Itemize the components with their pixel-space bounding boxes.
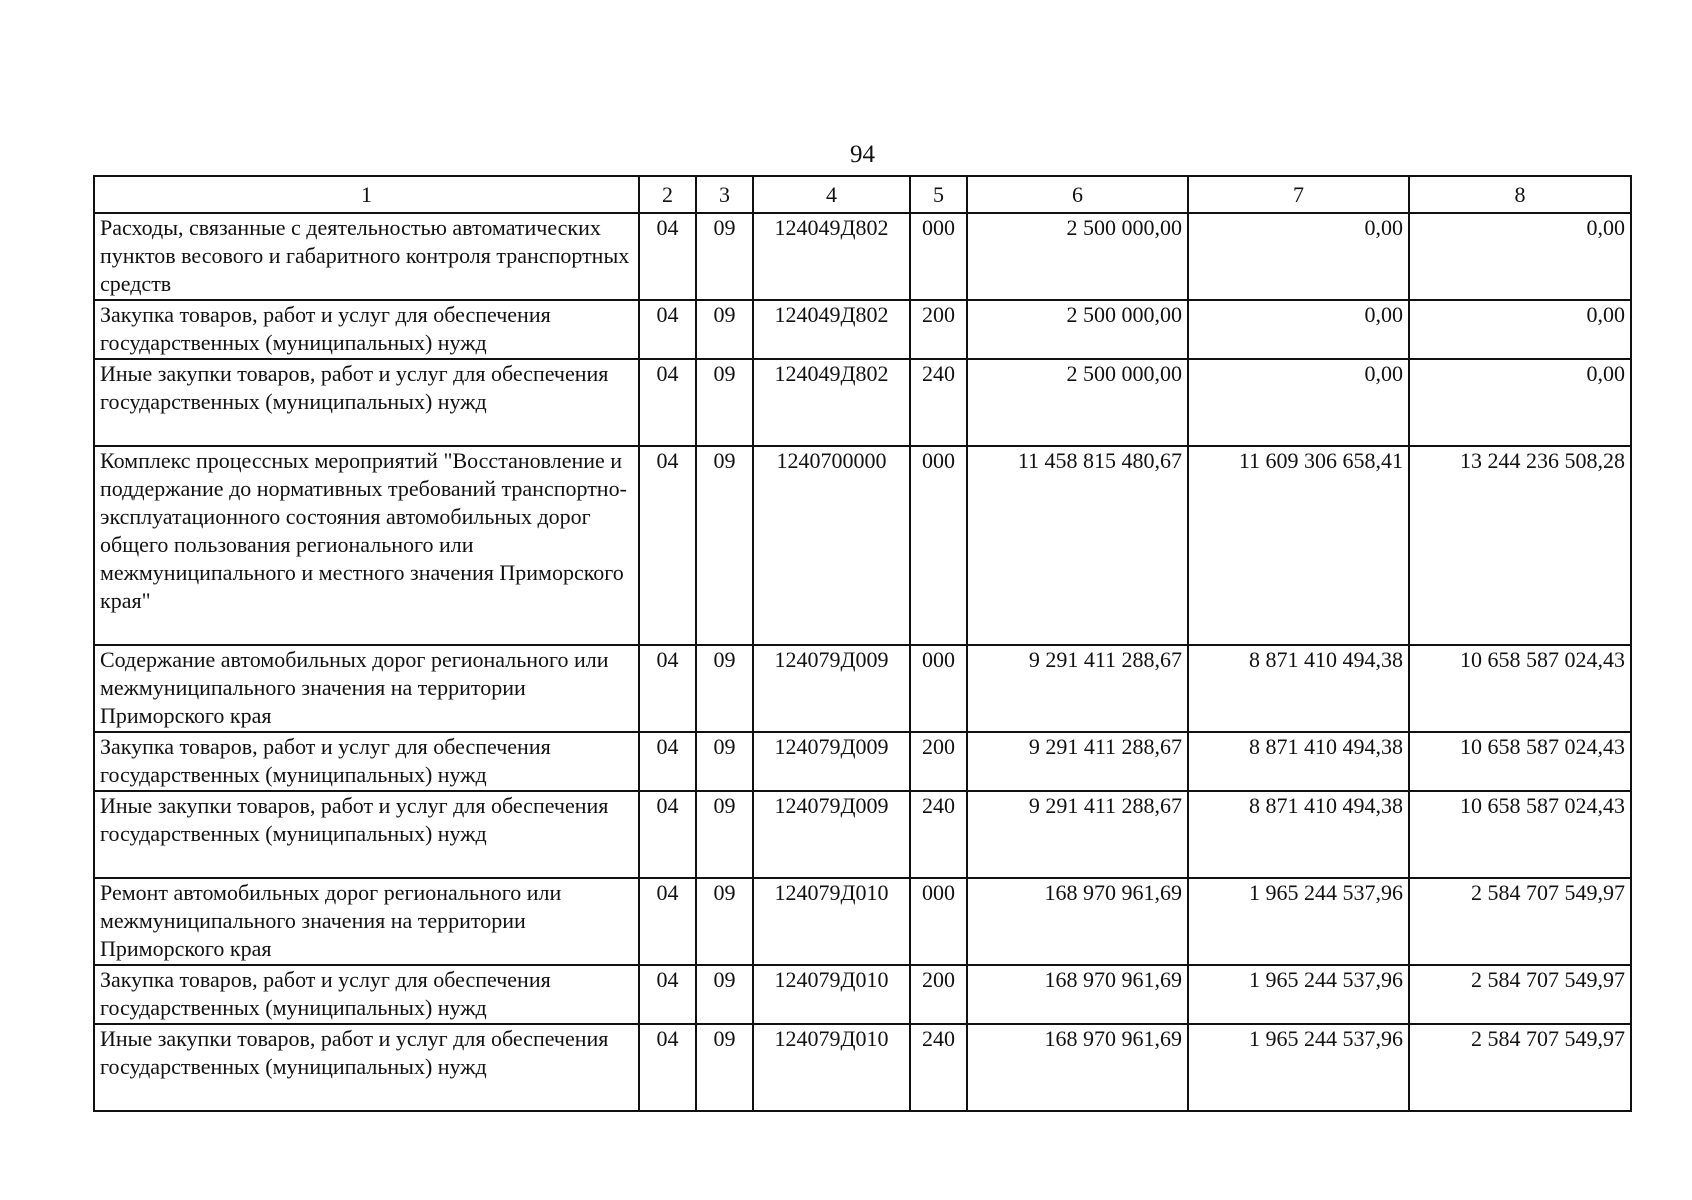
- subsection-code: 09: [696, 446, 753, 645]
- table-row: [94, 645, 1631, 732]
- column-header: 5: [910, 176, 967, 213]
- column-header: 2: [639, 176, 696, 213]
- expense-type-code: 200: [910, 300, 967, 359]
- expense-type-code: 240: [910, 359, 967, 446]
- amount-col7: 8 871 410 494,38: [1188, 791, 1409, 878]
- amount-col7: 0,00: [1188, 213, 1409, 300]
- table-row: [94, 965, 1631, 1024]
- target-article-code: 124049Д802: [753, 213, 910, 300]
- target-article-code: 124079Д010: [753, 1024, 910, 1111]
- expense-type-code: 200: [910, 965, 967, 1024]
- section-code: 04: [639, 359, 696, 446]
- expense-name: Иные закупки товаров, работ и услуг для обеспечения государственных (муниципальных) нужд: [94, 1024, 639, 1111]
- target-article-code: 124079Д009: [753, 732, 910, 791]
- table-row: [94, 300, 1631, 359]
- subsection-code: 09: [696, 878, 753, 965]
- subsection-code: 09: [696, 965, 753, 1024]
- amount-col7: 1 965 244 537,96: [1188, 1024, 1409, 1111]
- column-header: 8: [1409, 176, 1631, 213]
- column-header: 6: [967, 176, 1188, 213]
- expense-name: Закупка товаров, работ и услуг для обеспечения государственных (муниципальных) нужд: [94, 965, 639, 1024]
- amount-col7: 11 609 306 658,41: [1188, 446, 1409, 645]
- amount-col8: 10 658 587 024,43: [1409, 791, 1631, 878]
- amount-col6: 11 458 815 480,67: [967, 446, 1188, 645]
- amount-col7: 8 871 410 494,38: [1188, 645, 1409, 732]
- amount-col6: 2 500 000,00: [967, 359, 1188, 446]
- table-row: [94, 791, 1631, 878]
- amount-col7: 0,00: [1188, 300, 1409, 359]
- amount-col6: 168 970 961,69: [967, 965, 1188, 1024]
- subsection-code: 09: [696, 300, 753, 359]
- amount-col7: 1 965 244 537,96: [1188, 965, 1409, 1024]
- amount-col8: 2 584 707 549,97: [1409, 878, 1631, 965]
- amount-col6: 9 291 411 288,67: [967, 645, 1188, 732]
- amount-col8: 0,00: [1409, 359, 1631, 446]
- table-row: [94, 1024, 1631, 1111]
- subsection-code: 09: [696, 1024, 753, 1111]
- table-row: [94, 878, 1631, 965]
- target-article-code: 124079Д009: [753, 645, 910, 732]
- expense-type-code: 240: [910, 1024, 967, 1111]
- table-header-row: [94, 176, 1631, 213]
- amount-col8: 0,00: [1409, 300, 1631, 359]
- subsection-code: 09: [696, 732, 753, 791]
- expense-type-code: 200: [910, 732, 967, 791]
- expense-name: Ремонт автомобильных дорог регионального или межмуниципального значения на территории Приморского края: [94, 878, 639, 965]
- section-code: 04: [639, 791, 696, 878]
- expense-name: Иные закупки товаров, работ и услуг для обеспечения государственных (муниципальных) нужд: [94, 791, 639, 878]
- section-code: 04: [639, 300, 696, 359]
- column-header: 7: [1188, 176, 1409, 213]
- amount-col8: 10 658 587 024,43: [1409, 645, 1631, 732]
- subsection-code: 09: [696, 645, 753, 732]
- expense-type-code: 000: [910, 645, 967, 732]
- amount-col7: 8 871 410 494,38: [1188, 732, 1409, 791]
- amount-col7: 0,00: [1188, 359, 1409, 446]
- amount-col8: 2 584 707 549,97: [1409, 1024, 1631, 1111]
- expense-type-code: 000: [910, 213, 967, 300]
- amount-col6: 9 291 411 288,67: [967, 732, 1188, 791]
- target-article-code: 124079Д010: [753, 878, 910, 965]
- expense-name: Закупка товаров, работ и услуг для обеспечения государственных (муниципальных) нужд: [94, 732, 639, 791]
- target-article-code: 1240700000: [753, 446, 910, 645]
- target-article-code: 124079Д010: [753, 965, 910, 1024]
- section-code: 04: [639, 878, 696, 965]
- target-article-code: 124049Д802: [753, 359, 910, 446]
- expense-type-code: 000: [910, 446, 967, 645]
- amount-col6: 2 500 000,00: [967, 300, 1188, 359]
- section-code: 04: [639, 732, 696, 791]
- table-row: [94, 359, 1631, 446]
- amount-col6: 168 970 961,69: [967, 878, 1188, 965]
- target-article-code: 124079Д009: [753, 791, 910, 878]
- section-code: 04: [639, 965, 696, 1024]
- subsection-code: 09: [696, 213, 753, 300]
- table-row: [94, 213, 1631, 300]
- section-code: 04: [639, 1024, 696, 1111]
- amount-col8: 0,00: [1409, 213, 1631, 300]
- table-row: [94, 446, 1631, 645]
- expense-name: Иные закупки товаров, работ и услуг для обеспечения государственных (муниципальных) нужд: [94, 359, 639, 446]
- subsection-code: 09: [696, 359, 753, 446]
- amount-col6: 2 500 000,00: [967, 213, 1188, 300]
- page-number: 94: [850, 141, 875, 168]
- expense-type-code: 000: [910, 878, 967, 965]
- amount-col8: 13 244 236 508,28: [1409, 446, 1631, 645]
- amount-col6: 168 970 961,69: [967, 1024, 1188, 1111]
- target-article-code: 124049Д802: [753, 300, 910, 359]
- expense-name: Комплекс процессных мероприятий "Восстановление и поддержание до нормативных требований транспортно-эксплуатационного состояния автомобильных дорог общего пользования регионального или межмуниципального и местного значения Приморского края": [94, 446, 639, 645]
- column-header: 4: [753, 176, 910, 213]
- expense-name: Содержание автомобильных дорог регионального или межмуниципального значения на территории Приморского края: [94, 645, 639, 732]
- expense-name: Закупка товаров, работ и услуг для обеспечения государственных (муниципальных) нужд: [94, 300, 639, 359]
- expense-name: Расходы, связанные с деятельностью автоматических пунктов весового и габаритного контроля транспортных средств: [94, 213, 639, 300]
- expense-type-code: 240: [910, 791, 967, 878]
- column-header: 3: [696, 176, 753, 213]
- section-code: 04: [639, 645, 696, 732]
- amount-col7: 1 965 244 537,96: [1188, 878, 1409, 965]
- amount-col8: 10 658 587 024,43: [1409, 732, 1631, 791]
- budget-table: [93, 175, 1632, 1112]
- section-code: 04: [639, 213, 696, 300]
- table-row: [94, 732, 1631, 791]
- subsection-code: 09: [696, 791, 753, 878]
- amount-col8: 2 584 707 549,97: [1409, 965, 1631, 1024]
- column-header: 1: [94, 176, 639, 213]
- section-code: 04: [639, 446, 696, 645]
- amount-col6: 9 291 411 288,67: [967, 791, 1188, 878]
